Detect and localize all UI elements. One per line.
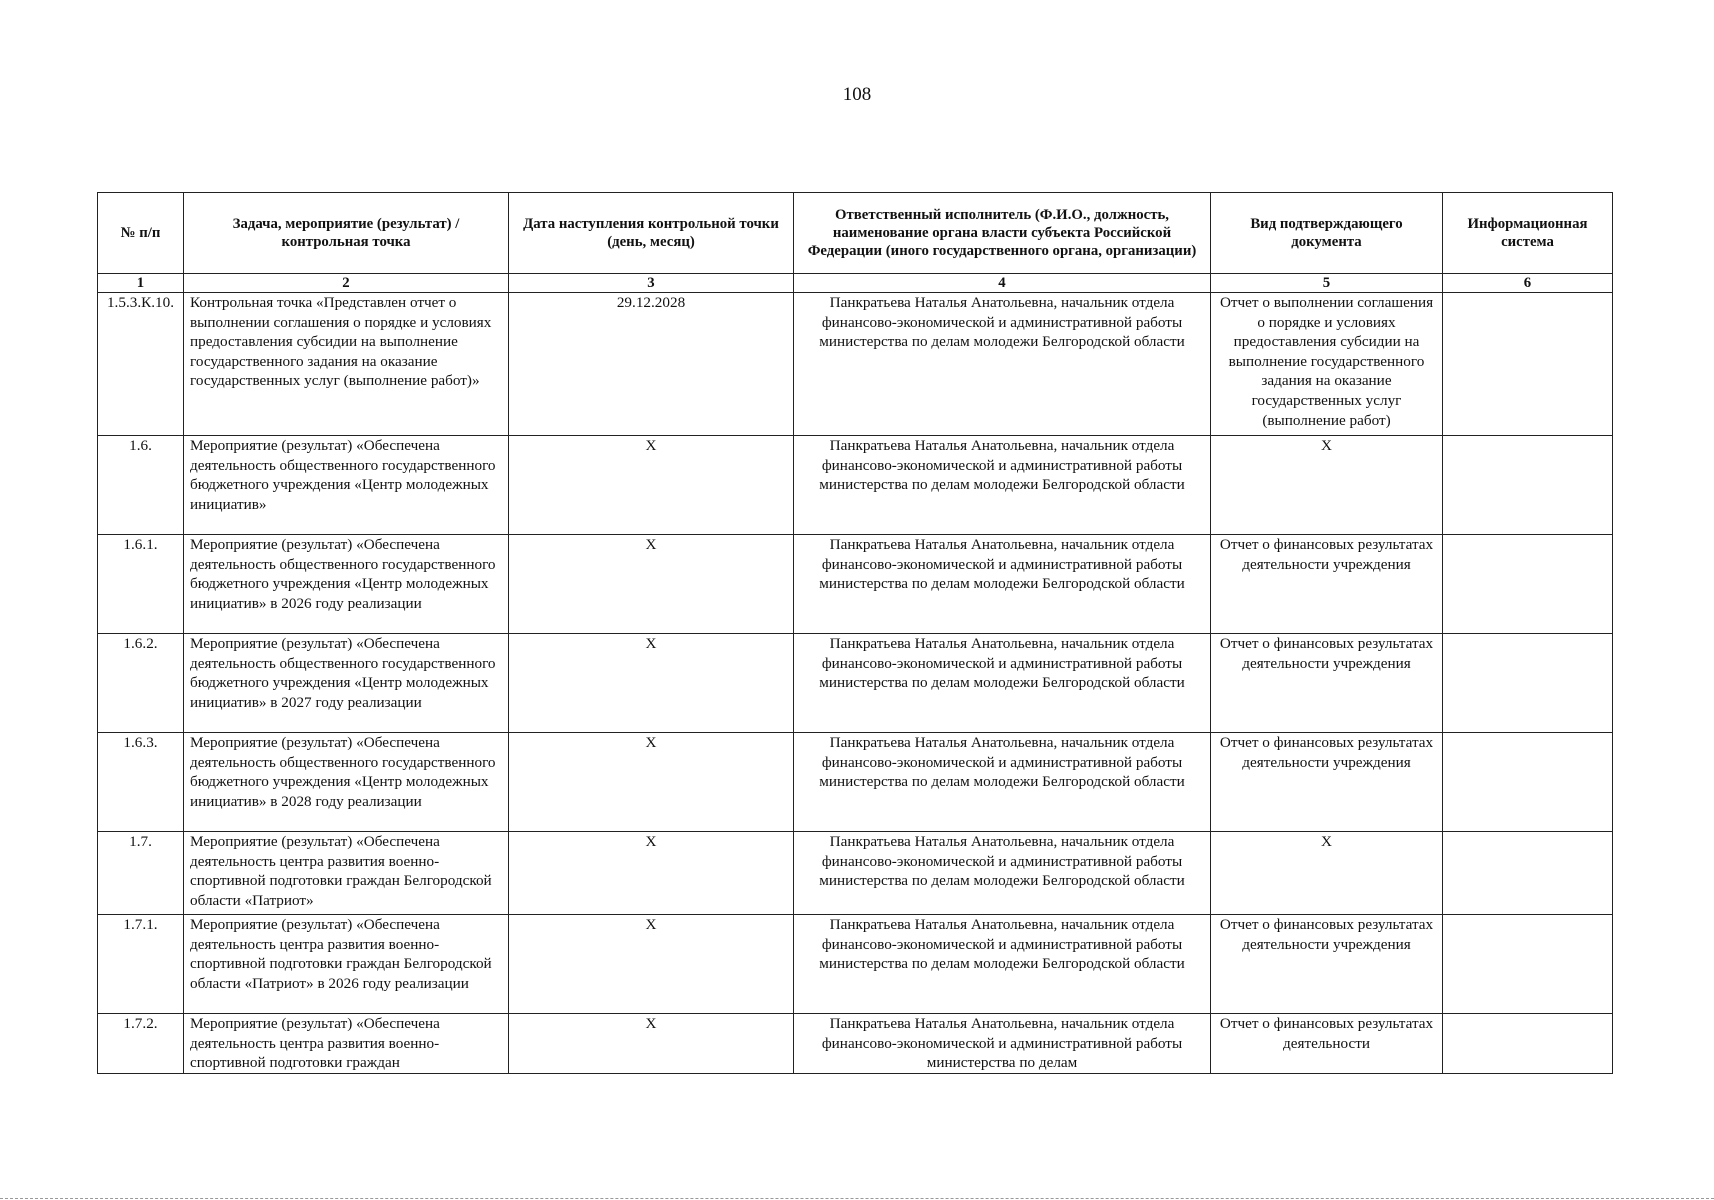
- header-num: № п/п: [98, 193, 184, 274]
- table-row: [98, 293, 1613, 436]
- column-number: 1: [98, 274, 184, 293]
- row-task: Мероприятие (результат) «Обеспечена деятельность центра развития военно-спортивной подготовки граждан Белгородской области «Патриот»: [184, 832, 509, 915]
- column-number-row: [98, 274, 1613, 293]
- row-number: 1.6.1.: [98, 535, 184, 634]
- row-responsible: Панкратьева Наталья Анатольевна, начальник отдела финансово-экономической и административной работы министерства по делам молодежи Белгородской области: [794, 733, 1211, 832]
- row-system: [1443, 1014, 1613, 1074]
- row-document: Отчет о финансовых результатах деятельности учреждения: [1211, 634, 1443, 733]
- row-task: Мероприятие (результат) «Обеспечена деятельность центра развития военно-спортивной подготовки граждан Белгородской области «Патриот» в 2026 году реализации: [184, 915, 509, 1014]
- control-points-table: [97, 192, 1613, 1074]
- row-system: [1443, 634, 1613, 733]
- table-row: [98, 634, 1613, 733]
- row-responsible: Панкратьева Наталья Анатольевна, начальник отдела финансово-экономической и административной работы министерства по делам молодежи Белгородской области: [794, 634, 1211, 733]
- row-system: [1443, 733, 1613, 832]
- column-number: 5: [1211, 274, 1443, 293]
- row-system: [1443, 535, 1613, 634]
- row-task: Мероприятие (результат) «Обеспечена деятельность общественного государственного бюджетного учреждения «Центр молодежных инициатив» в 2026 году реализации: [184, 535, 509, 634]
- row-date: Х: [509, 915, 794, 1014]
- header-date: Дата наступления контрольной точки (день, месяц): [509, 193, 794, 274]
- row-date: Х: [509, 1014, 794, 1074]
- row-responsible: Панкратьева Наталья Анатольевна, начальник отдела финансово-экономической и административной работы министерства по делам молодежи Белгородской области: [794, 436, 1211, 535]
- row-system: [1443, 915, 1613, 1014]
- row-date: Х: [509, 535, 794, 634]
- row-date: Х: [509, 634, 794, 733]
- column-number: 4: [794, 274, 1211, 293]
- row-date: 29.12.2028: [509, 293, 794, 436]
- row-responsible: Панкратьева Наталья Анатольевна, начальник отдела финансово-экономической и административной работы министерства по делам молодежи Белгородской области: [794, 535, 1211, 634]
- row-document: Отчет о финансовых результатах деятельности учреждения: [1211, 535, 1443, 634]
- row-date: Х: [509, 832, 794, 915]
- row-task: Мероприятие (результат) «Обеспечена деятельность общественного государственного бюджетного учреждения «Центр молодежных инициатив» в 2027 году реализации: [184, 634, 509, 733]
- row-number: 1.7.: [98, 832, 184, 915]
- header-task: Задача, мероприятие (результат) / контрольная точка: [184, 193, 509, 274]
- row-system: [1443, 293, 1613, 436]
- row-number: 1.6.: [98, 436, 184, 535]
- row-responsible: Панкратьева Наталья Анатольевна, начальник отдела финансово-экономической и административной работы министерства по делам молодежи Белгородской области: [794, 293, 1211, 436]
- row-number: 1.6.2.: [98, 634, 184, 733]
- row-document: Отчет о финансовых результатах деятельности учреждения: [1211, 733, 1443, 832]
- table-row: [98, 535, 1613, 634]
- header-responsible: Ответственный исполнитель (Ф.И.О., должность, наименование органа власти субъекта Российской Федерации (иного государственного органа, организации): [794, 193, 1211, 274]
- row-number: 1.7.1.: [98, 915, 184, 1014]
- row-responsible: Панкратьева Наталья Анатольевна, начальник отдела финансово-экономической и административной работы министерства по делам молодежи Белгородской области: [794, 915, 1211, 1014]
- column-number: 6: [1443, 274, 1613, 293]
- header-document: Вид подтверждающего документа: [1211, 193, 1443, 274]
- row-document: Х: [1211, 436, 1443, 535]
- row-date: Х: [509, 733, 794, 832]
- row-responsible: Панкратьева Наталья Анатольевна, начальник отдела финансово-экономической и административной работы министерства по делам молодежи Белгородской области: [794, 832, 1211, 915]
- column-number: 2: [184, 274, 509, 293]
- row-task: Мероприятие (результат) «Обеспечена деятельность общественного государственного бюджетного учреждения «Центр молодежных инициатив»: [184, 436, 509, 535]
- row-task: Мероприятие (результат) «Обеспечена деятельность центра развития военно-спортивной подготовки граждан: [184, 1014, 509, 1074]
- table-row: [98, 1014, 1613, 1074]
- header-system: Информационная система: [1443, 193, 1613, 274]
- row-task: Мероприятие (результат) «Обеспечена деятельность общественного государственного бюджетного учреждения «Центр молодежных инициатив» в 2028 году реализации: [184, 733, 509, 832]
- row-document: Отчет о выполнении соглашения о порядке и условиях предоставления субсидии на выполнение государственного задания на оказание государственных услуг (выполнение работ): [1211, 293, 1443, 436]
- page-number: 108: [842, 84, 872, 105]
- row-document: Отчет о финансовых результатах деятельности учреждения: [1211, 915, 1443, 1014]
- row-document: Отчет о финансовых результатах деятельности: [1211, 1014, 1443, 1074]
- table-row: [98, 832, 1613, 915]
- row-system: [1443, 832, 1613, 915]
- header-row: [98, 193, 1613, 274]
- row-document: Х: [1211, 832, 1443, 915]
- row-task: Контрольная точка «Представлен отчет о выполнении соглашения о порядке и условиях предоставления субсидии на выполнение государственного задания на оказание государственных услуг (выполнение работ)»: [184, 293, 509, 436]
- table-row: [98, 436, 1613, 535]
- row-responsible: Панкратьева Наталья Анатольевна, начальник отдела финансово-экономической и административной работы министерства по делам: [794, 1014, 1211, 1074]
- row-number: 1.7.2.: [98, 1014, 184, 1074]
- table-row: [98, 915, 1613, 1014]
- row-system: [1443, 436, 1613, 535]
- column-number: 3: [509, 274, 794, 293]
- row-number: 1.5.3.К.10.: [98, 293, 184, 436]
- table-row: [98, 733, 1613, 832]
- row-number: 1.6.3.: [98, 733, 184, 832]
- row-date: Х: [509, 436, 794, 535]
